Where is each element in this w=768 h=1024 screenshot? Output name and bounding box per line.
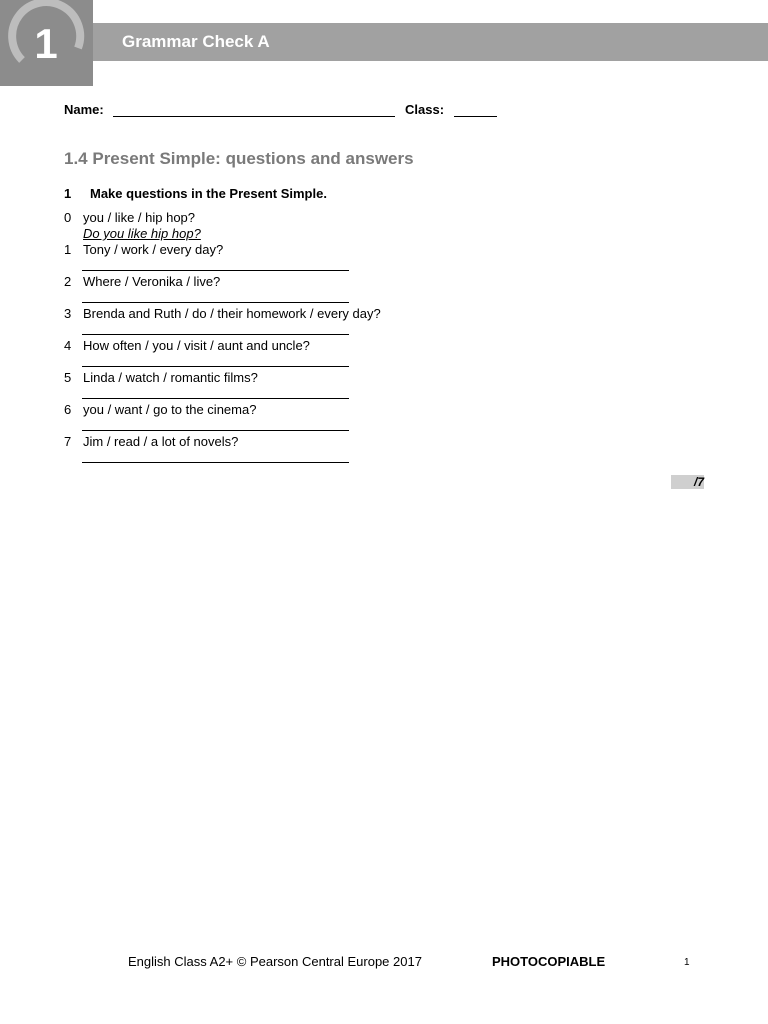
item-prompt: Jim / read / a lot of novels? xyxy=(83,434,239,449)
item-number: 5 xyxy=(64,370,72,385)
class-label: Class: xyxy=(405,102,445,117)
page-number: 1 xyxy=(684,957,690,968)
item-number: 1 xyxy=(64,242,72,257)
item-number: 6 xyxy=(64,402,72,417)
instruction-text: Make questions in the Present Simple. xyxy=(90,186,327,201)
item-number: 4 xyxy=(64,338,72,353)
item-prompt: Brenda and Ruth / do / their homework / every day? xyxy=(83,306,381,321)
item-prompt: Linda / watch / romantic films? xyxy=(83,370,258,385)
exercise-instruction xyxy=(64,186,327,201)
page-title: Grammar Check A xyxy=(122,32,270,51)
answer-line[interactable] xyxy=(82,334,349,335)
answer-line[interactable] xyxy=(82,430,349,431)
section-title: 1.4 Present Simple: questions and answers xyxy=(64,149,414,168)
answer-line[interactable] xyxy=(82,462,349,463)
item-number: 0 xyxy=(64,210,72,225)
unit-number-badge-icon xyxy=(0,0,93,86)
name-field[interactable] xyxy=(113,103,395,117)
answer-line[interactable] xyxy=(82,302,349,303)
answer-line[interactable] xyxy=(82,398,349,399)
title-bar xyxy=(93,23,768,61)
exercise-number: 1 xyxy=(64,186,72,201)
answer-line[interactable] xyxy=(82,366,349,367)
item-number: 3 xyxy=(64,306,72,321)
class-field[interactable] xyxy=(454,103,497,117)
example-answer: Do you like hip hop? xyxy=(83,226,201,241)
footer-photocopiable: PHOTOCOPIABLE xyxy=(492,954,606,969)
footer-copyright: English Class A2+ © Pearson Central Europe 2017 xyxy=(128,954,422,969)
answer-line[interactable] xyxy=(82,270,349,271)
unit-number: 1 xyxy=(34,20,58,67)
item-prompt: Where / Veronika / live? xyxy=(83,274,221,289)
name-label: Name: xyxy=(64,102,104,117)
item-prompt: How often / you / visit / aunt and uncle? xyxy=(83,338,310,353)
item-number: 7 xyxy=(64,434,72,449)
score-box: /7 xyxy=(671,475,704,489)
item-number: 2 xyxy=(64,274,72,289)
unit-badge xyxy=(0,0,93,86)
item-prompt: you / want / go to the cinema? xyxy=(83,402,257,417)
name-class-row xyxy=(64,102,497,117)
item-prompt: Tony / work / every day? xyxy=(83,242,224,257)
item-prompt: you / like / hip hop? xyxy=(83,210,196,225)
